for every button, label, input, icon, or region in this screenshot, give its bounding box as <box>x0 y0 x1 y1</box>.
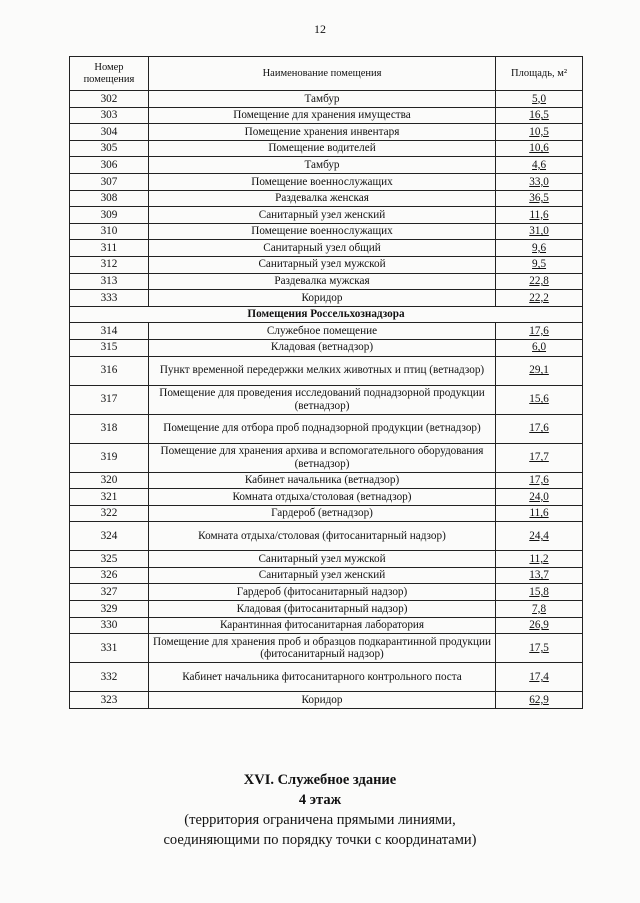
table-row <box>70 290 583 307</box>
room-number: 325 <box>70 551 149 568</box>
room-number: 305 <box>70 140 149 157</box>
room-name: Кладовая (ветнадзор) <box>148 339 495 356</box>
room-name: Санитарный узел общий <box>148 240 495 257</box>
table-row <box>70 522 583 551</box>
room-name: Тамбур <box>148 157 495 174</box>
room-area-value: 11,6 <box>529 507 549 520</box>
room-area <box>496 356 583 385</box>
table-row <box>70 385 583 414</box>
room-name: Кабинет начальника фитосанитарного контрольного поста <box>148 663 495 692</box>
table-row <box>70 414 583 443</box>
room-area-value: 4,6 <box>532 158 547 171</box>
room-area-value: 10,6 <box>529 142 549 155</box>
room-number: 316 <box>70 356 149 385</box>
room-area <box>496 505 583 522</box>
room-area-value: 26,9 <box>529 619 549 632</box>
room-area <box>496 256 583 273</box>
page-number: 12 <box>314 22 326 36</box>
room-number: 309 <box>70 207 149 224</box>
room-area-value: 9,5 <box>532 258 547 271</box>
room-area <box>496 601 583 618</box>
table-row <box>70 551 583 568</box>
room-area-value: 36,5 <box>529 192 549 205</box>
room-number: 330 <box>70 617 149 634</box>
room-area <box>496 692 583 709</box>
room-name: Помещение для хранения имущества <box>148 107 495 124</box>
room-area <box>496 443 583 472</box>
room-area <box>496 240 583 257</box>
table-row <box>70 489 583 506</box>
table-row <box>70 107 583 124</box>
rooms-table <box>69 56 583 709</box>
room-name: Гардероб (фитосанитарный надзор) <box>148 584 495 601</box>
table-row <box>70 663 583 692</box>
room-name: Помещение для хранения архива и вспомогательного оборудования (ветнадзор) <box>148 443 495 472</box>
room-number: 317 <box>70 385 149 414</box>
room-name: Кабинет начальника (ветнадзор) <box>148 472 495 489</box>
room-number: 303 <box>70 107 149 124</box>
room-area-value: 10,5 <box>529 125 549 138</box>
room-name: Санитарный узел женский <box>148 207 495 224</box>
room-number: 322 <box>70 505 149 522</box>
room-name: Раздевалка женская <box>148 190 495 207</box>
table-row <box>70 190 583 207</box>
section-heading <box>0 770 640 850</box>
room-area <box>496 124 583 141</box>
room-area <box>496 584 583 601</box>
room-number: 306 <box>70 157 149 174</box>
room-area-value: 17,6 <box>529 324 549 337</box>
table-row <box>70 273 583 290</box>
room-area <box>496 634 583 663</box>
room-area-value: 17,5 <box>529 642 549 654</box>
room-name: Помещение военнослужащих <box>148 173 495 190</box>
room-area-value: 62,9 <box>529 693 549 706</box>
room-area-value: 22,2 <box>529 291 549 304</box>
room-number: 326 <box>70 567 149 584</box>
room-area-value: 17,7 <box>529 451 549 464</box>
table-row <box>70 443 583 472</box>
header-area: Площадь, м² <box>496 57 583 91</box>
room-name: Комната отдыха/столовая (ветнадзор) <box>148 489 495 506</box>
room-area <box>496 551 583 568</box>
room-area-value: 6,0 <box>532 341 547 354</box>
room-area <box>496 157 583 174</box>
room-area-value: 13,7 <box>529 569 549 582</box>
room-number: 320 <box>70 472 149 489</box>
room-area-value: 7,8 <box>532 602 547 615</box>
table-row <box>70 256 583 273</box>
room-area <box>496 489 583 506</box>
room-area-value: 24,4 <box>529 530 549 543</box>
room-name: Кладовая (фитосанитарный надзор) <box>148 601 495 618</box>
room-number: 304 <box>70 124 149 141</box>
table-row <box>70 207 583 224</box>
room-number: 313 <box>70 273 149 290</box>
room-area-value: 17,6 <box>529 422 549 435</box>
room-name: Гардероб (ветнадзор) <box>148 505 495 522</box>
room-name: Помещение для отбора проб поднадзорной продукции (ветнадзор) <box>148 414 495 443</box>
floor-title: 4 этаж <box>298 792 342 808</box>
table-row <box>70 601 583 618</box>
table-row <box>70 617 583 634</box>
room-area <box>496 107 583 124</box>
room-number: 331 <box>70 634 149 663</box>
room-number: 308 <box>70 190 149 207</box>
room-area-value: 31,0 <box>529 225 549 238</box>
room-area <box>496 223 583 240</box>
room-number: 314 <box>70 323 149 340</box>
room-area <box>496 323 583 340</box>
room-area-value: 15,6 <box>529 393 549 406</box>
room-area <box>496 140 583 157</box>
room-area-value: 11,2 <box>529 552 549 565</box>
table-body-rosselkhoznadzor <box>70 323 583 709</box>
table-row <box>70 634 583 663</box>
room-name: Тамбур <box>148 91 495 108</box>
room-area-value: 17,4 <box>529 671 549 683</box>
room-number: 333 <box>70 290 149 307</box>
room-number: 321 <box>70 489 149 506</box>
room-area <box>496 567 583 584</box>
room-area <box>496 663 583 692</box>
room-number: 307 <box>70 173 149 190</box>
room-name: Помещение для хранения проб и образцов подкарантинной продукции (фитосанитарный надзор) <box>148 634 495 663</box>
room-number: 302 <box>70 91 149 108</box>
room-area-value: 22,8 <box>529 275 549 288</box>
room-name: Санитарный узел мужской <box>148 551 495 568</box>
room-number: 327 <box>70 584 149 601</box>
room-name: Санитарный узел женский <box>148 567 495 584</box>
room-area <box>496 173 583 190</box>
building-title: XVI. Служебное здание <box>243 772 397 788</box>
room-name: Раздевалка мужская <box>148 273 495 290</box>
table-row <box>70 240 583 257</box>
room-number: 329 <box>70 601 149 618</box>
table-row <box>70 91 583 108</box>
room-name: Служебное помещение <box>148 323 495 340</box>
table-row <box>70 223 583 240</box>
room-area-value: 15,8 <box>529 586 549 599</box>
room-area <box>496 414 583 443</box>
room-name: Коридор <box>148 692 495 709</box>
table-row <box>70 505 583 522</box>
room-area-value: 33,0 <box>529 175 549 188</box>
table-row <box>70 472 583 489</box>
room-number: 312 <box>70 256 149 273</box>
room-number: 323 <box>70 692 149 709</box>
room-area-value: 5,0 <box>532 92 547 105</box>
room-area <box>496 617 583 634</box>
room-name: Пункт временной передержки мелких животных и птиц (ветнадзор) <box>148 356 495 385</box>
room-name: Помещение хранения инвентаря <box>148 124 495 141</box>
table-row <box>70 140 583 157</box>
room-area <box>496 91 583 108</box>
room-number: 311 <box>70 240 149 257</box>
table-row <box>70 124 583 141</box>
room-area-value: 24,0 <box>529 490 549 503</box>
room-area <box>496 290 583 307</box>
section-title: Помещения Россельхознадзора <box>70 306 583 323</box>
room-area-value: 11,6 <box>529 208 549 221</box>
table-section <box>70 306 583 323</box>
room-area-value: 17,6 <box>529 474 549 487</box>
room-area <box>496 273 583 290</box>
room-number: 315 <box>70 339 149 356</box>
room-number: 310 <box>70 223 149 240</box>
room-number: 332 <box>70 663 149 692</box>
header-name: Наименование помещения <box>148 57 495 91</box>
room-name: Помещение для проведения исследований поднадзорной продукции (ветнадзор) <box>148 385 495 414</box>
table-row <box>70 339 583 356</box>
table-row <box>70 173 583 190</box>
room-area <box>496 472 583 489</box>
room-name: Комната отдыха/столовая (фитосанитарный надзор) <box>148 522 495 551</box>
table-row <box>70 692 583 709</box>
room-name: Помещение водителей <box>148 140 495 157</box>
room-name: Коридор <box>148 290 495 307</box>
room-area <box>496 339 583 356</box>
room-area-value: 16,5 <box>529 109 549 122</box>
header-number: Номер помещения <box>70 57 149 91</box>
room-area <box>496 190 583 207</box>
table-row <box>70 157 583 174</box>
table-row <box>70 584 583 601</box>
table-row <box>70 356 583 385</box>
territory-note-line2: соединяющими по порядку точки с координатами) <box>163 832 477 848</box>
room-area-value: 9,6 <box>532 241 547 254</box>
room-name: Карантинная фитосанитарная лаборатория <box>148 617 495 634</box>
section-row <box>70 306 583 323</box>
room-area <box>496 385 583 414</box>
room-name: Санитарный узел мужской <box>148 256 495 273</box>
table-row <box>70 567 583 584</box>
room-area <box>496 522 583 551</box>
table-body-primary <box>70 91 583 307</box>
territory-note-line1: (территория ограничена прямыми линиями, <box>184 812 456 828</box>
room-number: 318 <box>70 414 149 443</box>
room-number: 319 <box>70 443 149 472</box>
table-row <box>70 323 583 340</box>
room-area <box>496 207 583 224</box>
room-number: 324 <box>70 522 149 551</box>
room-name: Помещение военнослужащих <box>148 223 495 240</box>
room-area-value: 29,1 <box>529 364 549 377</box>
table-header-row <box>70 57 583 91</box>
